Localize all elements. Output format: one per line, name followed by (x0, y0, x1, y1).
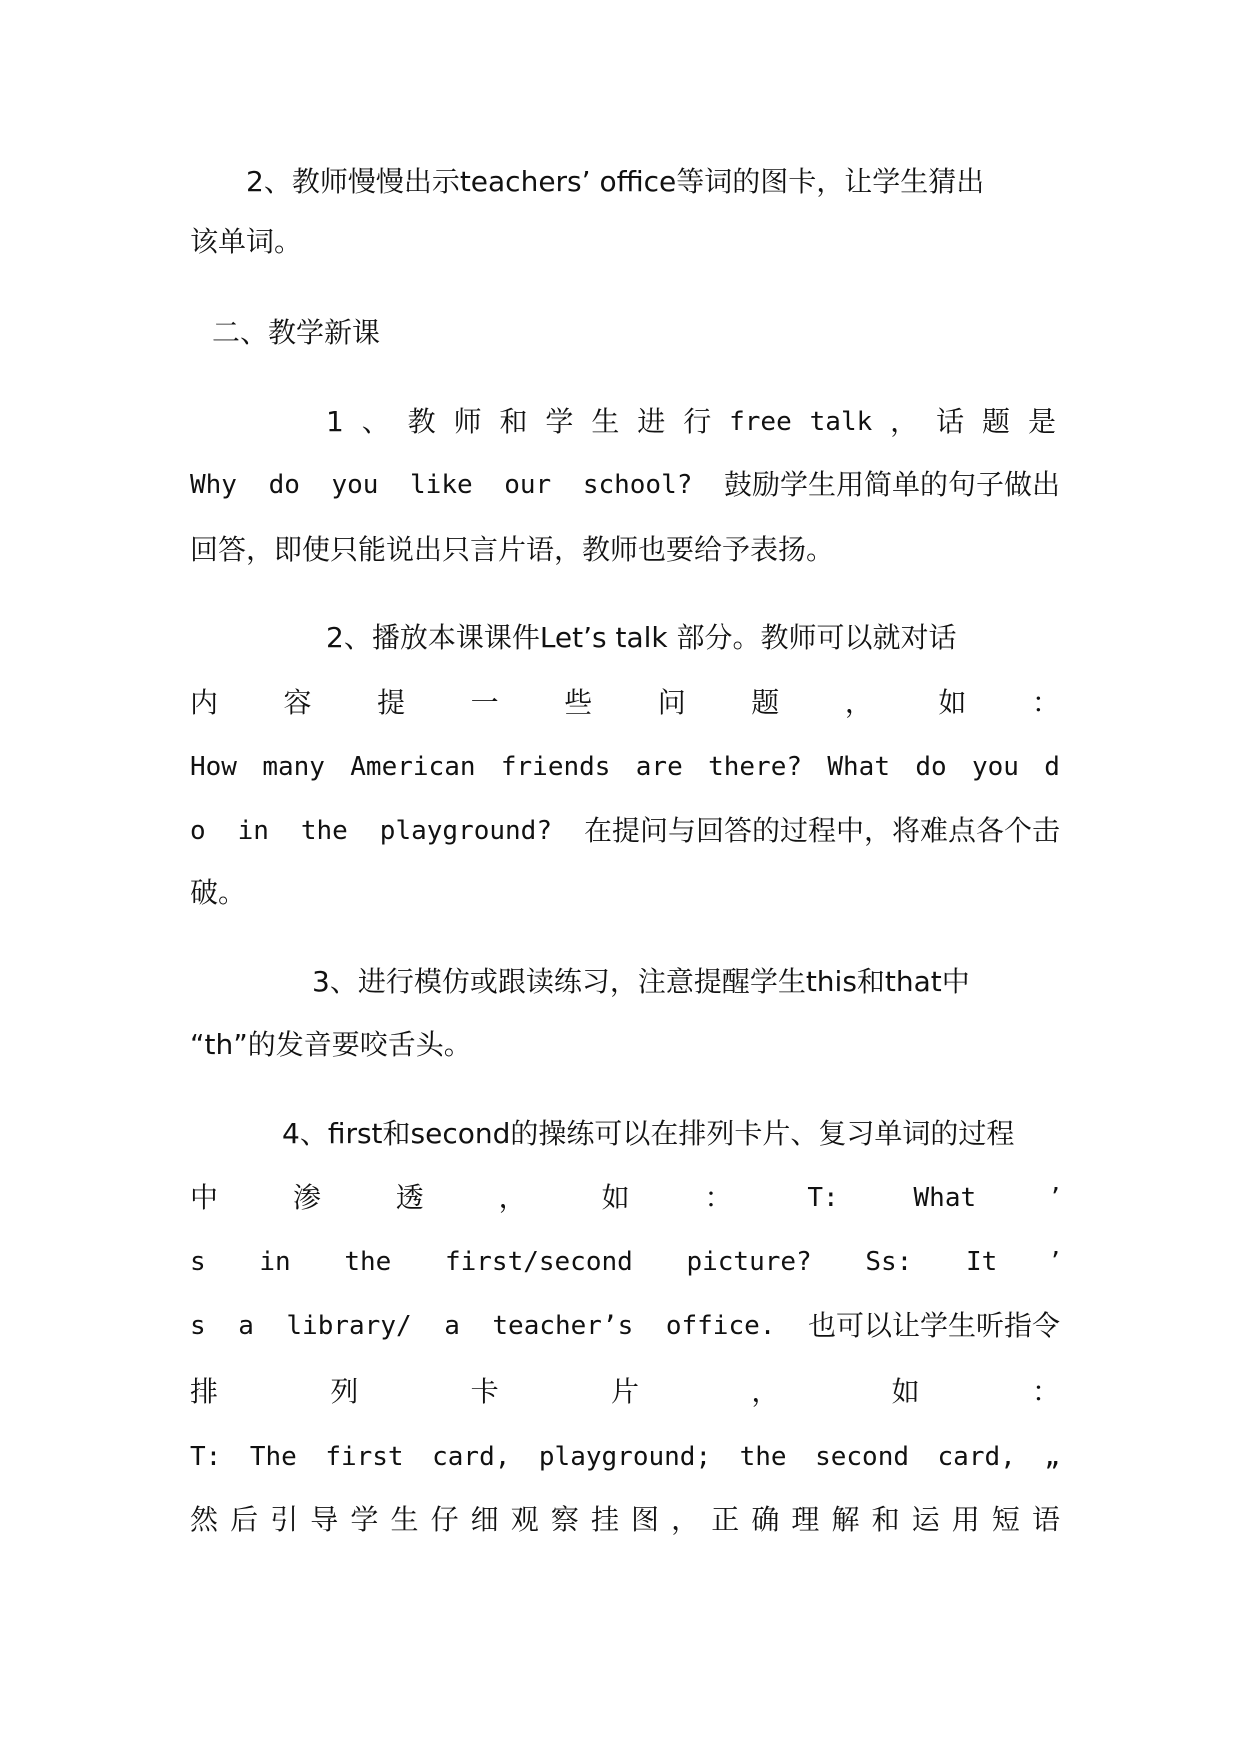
paragraph-line: 回答，即使只能说出只言片语，教师也要给予表扬。 (190, 533, 835, 566)
paragraph-line: 排 列 卡 片 ， 如 ： (190, 1375, 1060, 1408)
paragraph-line: 中 渗 透 ， 如 ： T: What ’ (190, 1181, 1060, 1214)
paragraph-line: How many American friends are there? What do you d (190, 752, 1060, 782)
paragraph-line: 然 后 引 导 学 生 仔 细 观 察 挂 图 ， 正 确 理 解 和 运 用 短 语 (190, 1503, 1060, 1536)
paragraph-line: “th”的发音要咬舌头。 (190, 1028, 472, 1061)
paragraph-line: 该单词。 (190, 225, 303, 258)
paragraph-line: s in the first/second picture? Ss: It ’ (190, 1245, 1060, 1278)
paragraph-line: 2、教师慢慢出示teachers’ office等词的图卡，让学生猜出 (246, 165, 985, 198)
paragraph-line: 4、first和second的操练可以在排列卡片、复习单词的过程 (282, 1117, 1015, 1150)
paragraph-line: o in the playground? 在提问与回答的过程中，将难点各个击 (190, 814, 1060, 847)
paragraph-line: 1 、 教 师 和 学 生 进 行 free talk ， 话 题 是 (326, 405, 1056, 438)
paragraph-line: Why do you like our school? 鼓励学生用简单的句子做出 (190, 468, 1060, 501)
paragraph-line: 3、进行模仿或跟读练习，注意提醒学生this和that中 (312, 965, 970, 998)
section-heading: 二、教学新课 (212, 316, 381, 349)
paragraph-line: 破。 (190, 876, 247, 909)
paragraph-line: 内 容 提 一 些 问 题 ， 如 ： (190, 686, 1060, 719)
paragraph-line: 2、播放本课课件Let’s talk 部分。教师可以就对话 (326, 621, 957, 654)
paragraph-line: T: The first card, playground; the second card, „ (190, 1442, 1060, 1472)
paragraph-line: s a library/ a teacher’s office. 也可以让学生听指令 (190, 1309, 1060, 1342)
